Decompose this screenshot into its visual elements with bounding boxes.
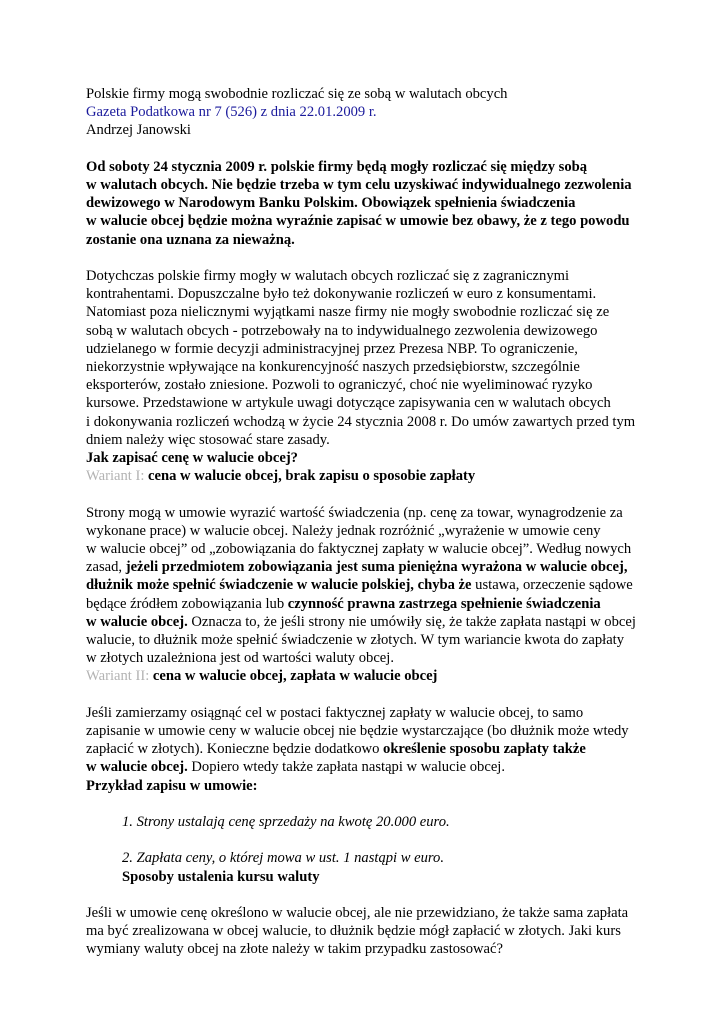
variant-title: cena w walucie obcej, zapłata w walucie obcej — [149, 668, 438, 685]
closing-paragraph — [86, 904, 666, 959]
text-run: będące źródłem zobowiązania lub — [86, 595, 288, 612]
bold-run: w walucie obcej. — [86, 759, 188, 776]
intro-line: udzielanego w formie decyzji administracyjnej przez Prezesa NBP. To ograniczenie, — [86, 340, 578, 357]
example-item: 2. Zapłata ceny, o której mowa w ust. 1 nastąpi w euro. — [122, 850, 445, 867]
intro-line: eksporterów, zostało zniesione. Pozwoli to ograniczyć, choć nie wyeliminować ryzyko — [86, 377, 593, 394]
text-line: wykonane prace) w walucie obcej. Należy jednak rozróżnić „wyrażenie w umowie ceny — [86, 522, 601, 539]
text-line: walucie, to dłużnik może spełnić świadczenie w złotych. W tym wariancie kwota do zapłaty — [86, 632, 625, 649]
intro-line: Natomiast poza nielicznymi wyjątkami nasze firmy nie mogły swobodnie rozliczać się ze — [86, 304, 610, 321]
text-run: ustawa, orzeczenie sądowe — [471, 577, 633, 594]
text-line: ma być zrealizowana w obcej walucie, to dłużnik będzie mógł zapłacić w złotych. Jaki kurs — [86, 923, 621, 940]
lead-line: dewizowego w Narodowym Banku Polskim. Obowiązek spełnienia świadczenia — [86, 195, 576, 212]
text-run: Oznacza to, że jeśli strony nie umówiły się, że także zapłata nastąpi w obcej — [187, 613, 636, 630]
variant-label: Wariant II: — [86, 668, 150, 685]
bold-run: w walucie obcej. — [86, 613, 188, 630]
bold-run: określenie sposobu zapłaty także — [383, 741, 586, 758]
intro-line: Dotychczas polskie firmy mogły w walutach obcych rozliczać się z zagranicznymi — [86, 268, 570, 284]
intro-line: niekorzystnie wpływające na konkurencyjność naszych przedsiębiorstw, szczególnie — [86, 359, 580, 376]
text-run: zasad, — [86, 559, 126, 576]
article-title: Polskie firmy mogą swobodnie rozliczać się ze sobą w walutach obcych — [86, 86, 508, 102]
text-line: Jeśli w umowie cenę określono w walucie obcej, ale nie przewidziano, że także sama zapłata — [86, 905, 629, 922]
text-line: zapisanie w umowie ceny w walucie obcej nie będzie wystarczające (bo dłużnik może wtedy — [86, 723, 629, 740]
example-heading: Przykład zapisu w umowie: — [86, 777, 258, 794]
text-run: zapłacić w złotych). Konieczne będzie dodatkowo — [86, 741, 384, 758]
article-source: Gazeta Podatkowa nr 7 (526) z dnia 22.01.2009 r. — [86, 104, 377, 121]
text-line: Strony mogą w umowie wyrazić wartość świadczenia (np. cenę za towar, wynagrodzenie za — [86, 504, 623, 521]
text-line: wymiany waluty obcej na złote należy w takim przypadku zastosować? — [86, 941, 503, 958]
intro-line: i dokonywania rozliczeń wchodzą w życie 24 stycznia 2008 r. Do umów zawartych przed tym — [86, 413, 636, 430]
variant-title: cena w walucie obcej, brak zapisu o sposobie zapłaty — [144, 468, 476, 485]
intro-line: dniem należy więc stosować stare zasady. — [86, 431, 330, 448]
variant-2-heading — [86, 667, 666, 685]
text-run: Dopiero wtedy także zapłata nastąpi w walucie obcej. — [187, 759, 506, 776]
lead-paragraph — [86, 158, 666, 249]
bold-run: czynność prawna zastrzega spełnienie świadczenia — [287, 595, 601, 612]
lead-line: w walutach obcych. Nie będzie trzeba w tym celu uzyskiwać indywidualnego zezwolenia — [86, 177, 632, 193]
intro-line: sobą w walutach obcych - potrzebowały na to indywidualnego zezwolenia dewizowego — [86, 322, 598, 339]
text-line: w złotych uzależniona jest od wartości waluty obcej. — [86, 650, 394, 667]
variant-1-paragraph — [86, 504, 666, 668]
text-line: w walucie obcej” od „zobowiązania do faktycznej zapłaty w walucie obcej”. Według nowych — [86, 541, 632, 558]
section-heading: Sposoby ustalenia kursu waluty — [122, 868, 320, 885]
variant-2-paragraph — [86, 704, 666, 777]
intro-line: kontrahentami. Dopuszczalne było też dokonywanie rozliczeń w euro z konsumentami. — [86, 286, 597, 303]
lead-line: zostanie ona uznana za nieważną. — [86, 231, 295, 248]
lead-line: w walucie obcej będzie można wyraźnie zapisać w umowie bez obawy, że z tego powodu — [86, 213, 630, 230]
variant-1-heading — [86, 467, 666, 485]
intro-line: kursowe. Przedstawione w artykule uwagi dotyczące zapisywania cen w walutach obcych — [86, 395, 611, 412]
section-heading: Jak zapisać cenę w walucie obcej? — [86, 450, 298, 467]
article-author: Andrzej Janowski — [86, 122, 191, 139]
lead-line: Od soboty 24 stycznia 2009 r. polskie firmy będą mogły rozliczać się między sobą — [86, 158, 588, 175]
bold-run: dłużnik może spełnić świadczenie w walucie polskiej, chyba że — [86, 577, 472, 594]
variant-label: Wariant I: — [86, 468, 145, 485]
bold-run: jeżeli przedmiotem zobowiązania jest suma pieniężna wyrażona w walucie obcej, — [125, 559, 628, 576]
intro-paragraph — [86, 267, 666, 449]
text-line: Jeśli zamierzamy osiągnąć cel w postaci faktycznej zapłaty w walucie obcej, to samo — [86, 704, 584, 721]
document-page — [86, 85, 666, 959]
example-item: 1. Strony ustalają cenę sprzedaży na kwotę 20.000 euro. — [122, 814, 450, 831]
